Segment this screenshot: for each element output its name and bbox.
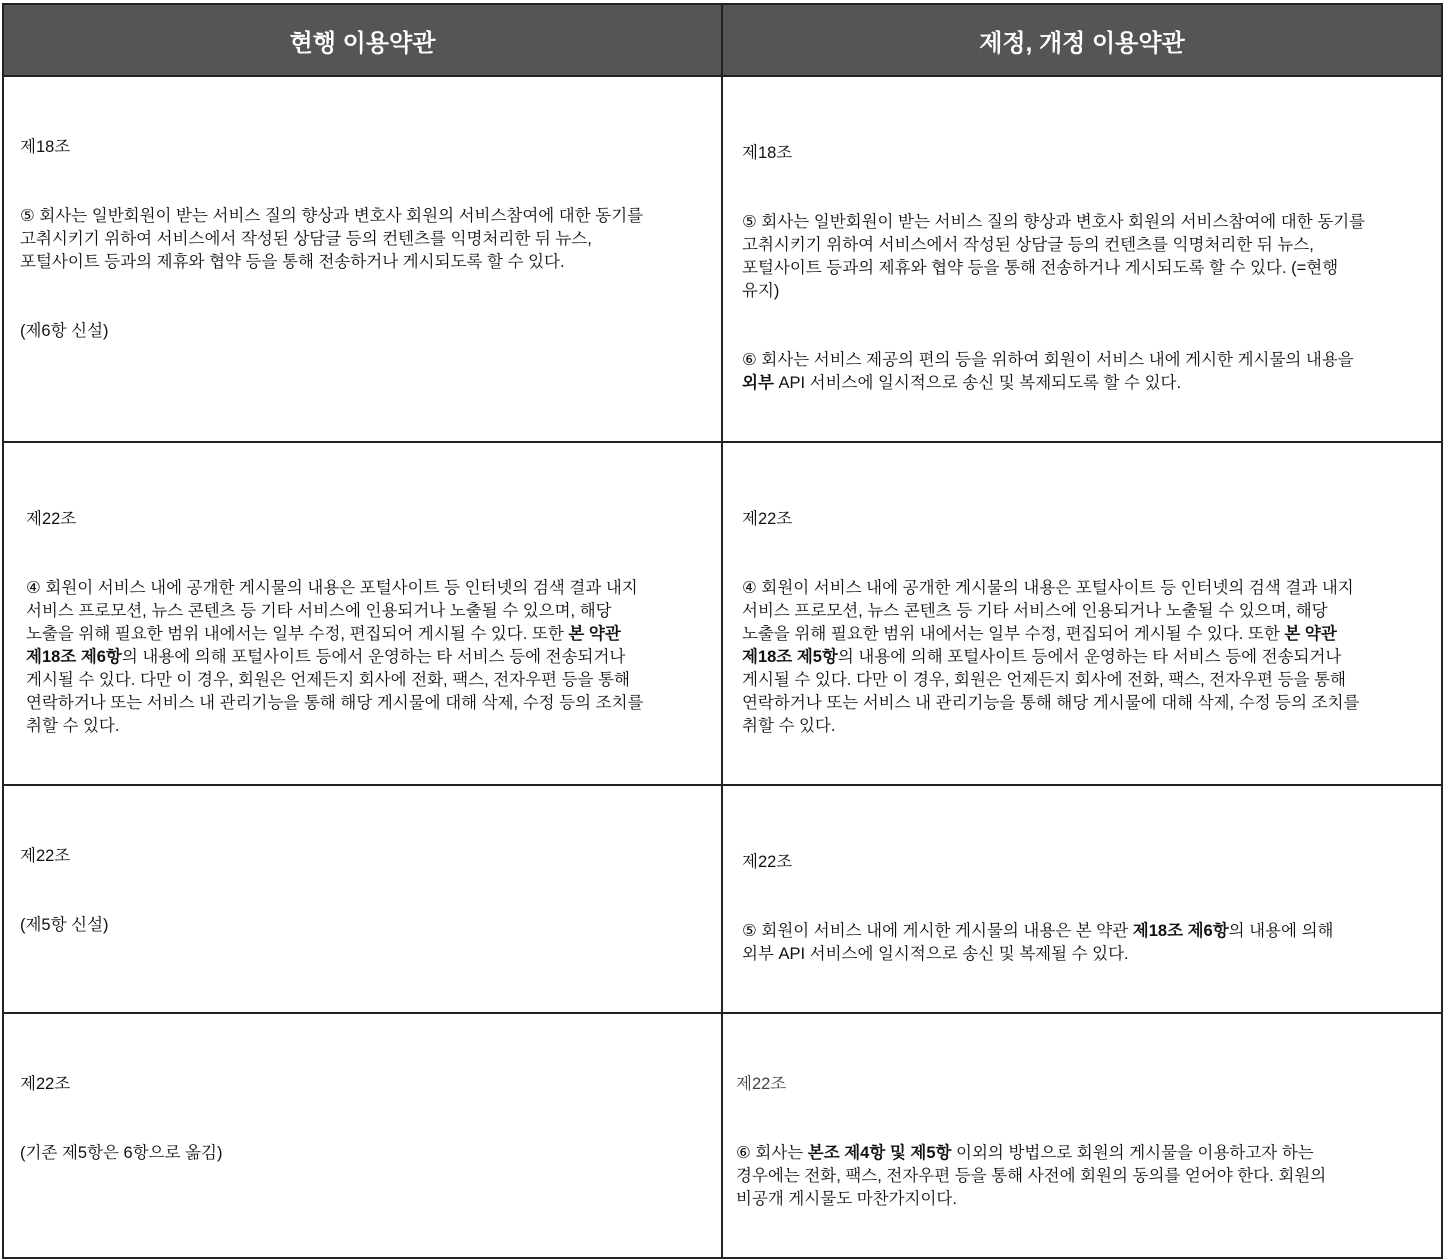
article-label: 제22조 xyxy=(26,510,77,528)
clause-note: (기존 제5항은 6항으로 옮김) xyxy=(20,1144,223,1162)
clause-text: ⑤ 회사는 일반회원이 받는 서비스 질의 향상과 변호사 회원의 서비스참여에 대한 동기를 고취시키기 위하여 서비스에서 작성된 상담글 등의 컨텐츠를 익명처리한 뒤 뉴스, 포털사이트 등과의 제휴와 협약 등을 통해 전송하거나 게시되도록 할 수 있다. (=현행 유지) xyxy=(742,213,1366,300)
header-revised-terms: 제정, 개정 이용약관 xyxy=(722,4,1442,76)
terms-comparison-table xyxy=(2,3,1443,1259)
clause-note: (제5항 신설) xyxy=(20,916,109,934)
article-label: 제22조 xyxy=(736,1075,787,1093)
revised-cell xyxy=(722,1013,1442,1258)
header-current-terms: 현행 이용약관 xyxy=(3,4,722,76)
header-row xyxy=(3,4,1442,76)
article-label: 제22조 xyxy=(20,847,71,865)
clause-text: ④ 회원이 서비스 내에 공개한 게시물의 내용은 포털사이트 등 인터넷의 검색 결과 내지 서비스 프로모션, 뉴스 콘텐츠 등 기타 서비스에 인용되거나 노출될 수 있으며, 해당 노출을 위해 필요한 범위 내에서는 일부 수정, 편집되어 게시될 수 있다. 또한 본 약관 제18조 제6항의 내용에 의해 포털사이트 등에서 운영하는 타 서비스 등에 전송되거나 게시될 수 있다. 다만 이 경우, 회원은 언제든지 회사에 전화, 팩스, 전자우편 등을 통해 연락하거나 또는 서비스 내 관리기능을 통해 해당 게시물에 대해 삭제, 수정 등의 조치를 취할 수 있다. xyxy=(26,579,644,735)
current-cell xyxy=(3,442,722,785)
clause-text-new: ⑥ 회사는 서비스 제공의 편의 등을 위하여 회원이 서비스 내에 게시한 게시물의 내용을 외부 API 서비스에 일시적으로 송신 및 복제되도록 할 수 있다. xyxy=(742,351,1354,392)
clause-note: (제6항 신설) xyxy=(20,322,109,340)
article-label: 제22조 xyxy=(742,853,793,871)
clause-text: ⑤ 회원이 서비스 내에 게시한 게시물의 내용은 본 약관 제18조 제6항의 내용에 의해 외부 API 서비스에 일시적으로 송신 및 복제될 수 있다. xyxy=(742,922,1334,963)
article-label: 제18조 xyxy=(20,138,71,156)
revised-cell xyxy=(722,76,1442,442)
table-row xyxy=(3,76,1442,442)
table-row xyxy=(3,442,1442,785)
article-label: 제22조 xyxy=(20,1075,71,1093)
clause-text: ⑤ 회사는 일반회원이 받는 서비스 질의 향상과 변호사 회원의 서비스참여에 대한 동기를 고취시키기 위하여 서비스에서 작성된 상담글 등의 컨텐츠를 익명처리한 뒤 뉴스, 포털사이트 등과의 제휴와 협약 등을 통해 전송하거나 게시되도록 할 수 있다. xyxy=(20,207,644,271)
clause-text: ⑥ 회사는 본조 제4항 및 제5항 이외의 방법으로 회원의 게시물을 이용하고자 하는 경우에는 전화, 팩스, 전자우편 등을 통해 사전에 회원의 동의를 얻어야 한다. 회원의 비공개 게시물도 마찬가지이다. xyxy=(736,1144,1327,1208)
table-row xyxy=(3,785,1442,1013)
clause-text: ④ 회원이 서비스 내에 공개한 게시물의 내용은 포털사이트 등 인터넷의 검색 결과 내지 서비스 프로모션, 뉴스 콘텐츠 등 기타 서비스에 인용되거나 노출될 수 있으며, 해당 노출을 위해 필요한 범위 내에서는 일부 수정, 편집되어 게시될 수 있다. 또한 본 약관 제18조 제5항의 내용에 의해 포털사이트 등에서 운영하는 타 서비스 등에 전송되거나 게시될 수 있다. 다만 이 경우, 회원은 언제든지 회사에 전화, 팩스, 전자우편 등을 통해 연락하거나 또는 서비스 내 관리기능을 통해 해당 게시물에 대해 삭제, 수정 등의 조치를 취할 수 있다. xyxy=(742,579,1360,735)
article-label: 제18조 xyxy=(742,144,793,162)
article-label: 제22조 xyxy=(742,510,793,528)
revised-cell xyxy=(722,785,1442,1013)
current-cell xyxy=(3,1013,722,1258)
table-row xyxy=(3,1013,1442,1258)
revised-cell xyxy=(722,442,1442,785)
current-cell xyxy=(3,785,722,1013)
current-cell xyxy=(3,76,722,442)
